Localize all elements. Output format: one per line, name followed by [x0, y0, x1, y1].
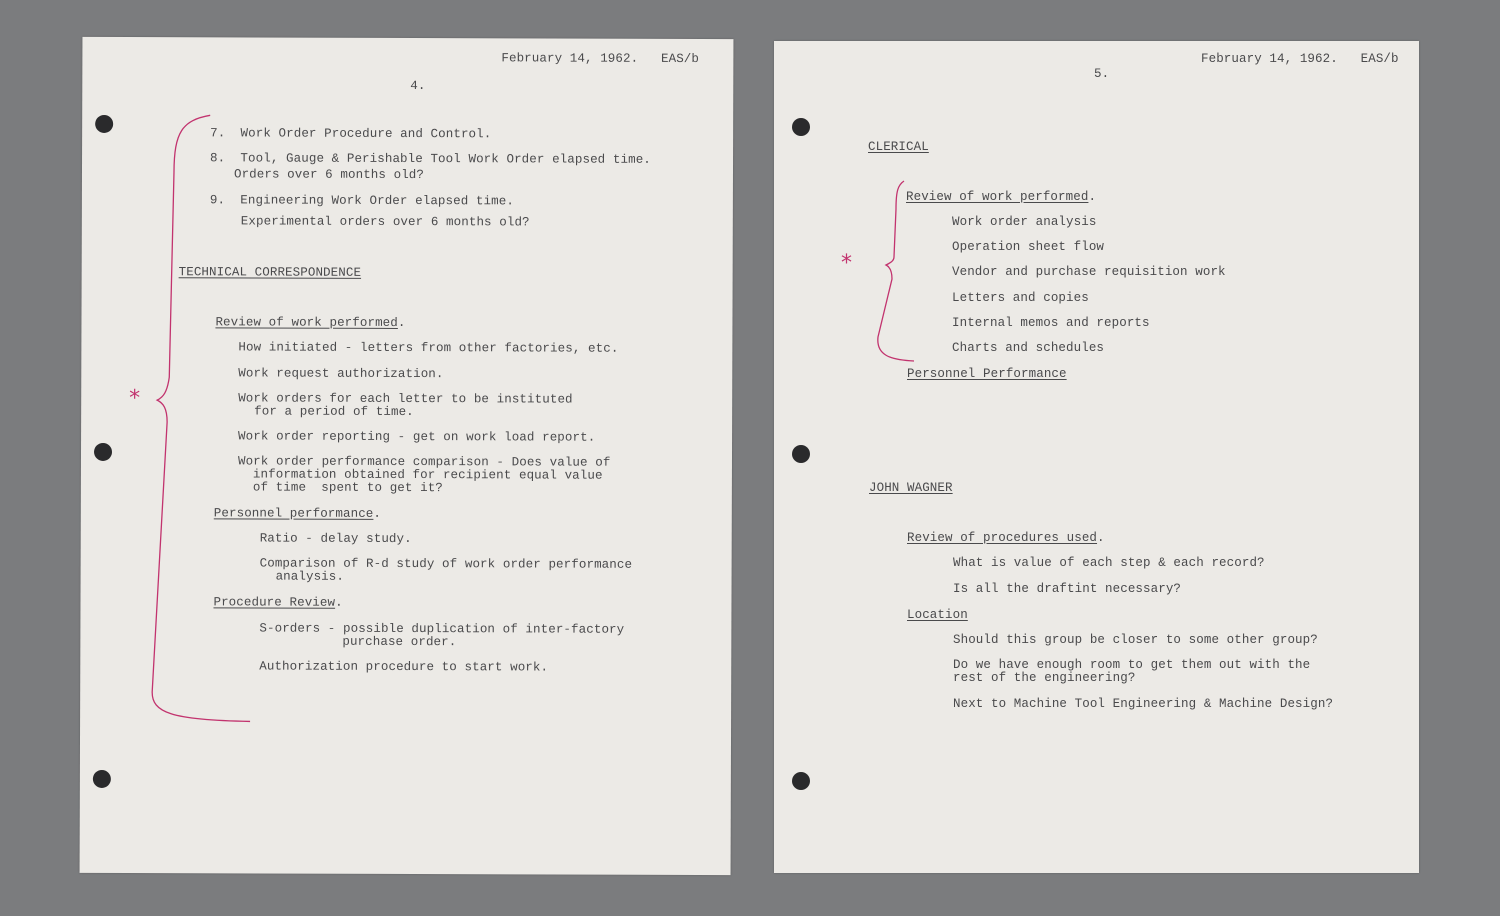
page-header-date: February 14, 1962. EAS/b	[501, 51, 700, 67]
text-line: Next to Machine Tool Engineering & Machine Design?	[953, 697, 1334, 711]
text-line: Is all the draftint necessary?	[953, 582, 1182, 596]
punch-hole	[93, 770, 111, 788]
text-line: of time spent to get it?	[252, 480, 443, 496]
section-title: CLERICAL	[868, 140, 929, 154]
document-page-left	[80, 37, 734, 875]
subsection-heading: Review of procedures used.	[907, 531, 1105, 545]
text-line: Charts and schedules	[952, 341, 1105, 355]
text-line: Work order reporting - get on work load report.	[238, 429, 596, 445]
list-item: 7. Work Order Procedure and Control.	[210, 126, 492, 142]
punch-hole	[792, 118, 810, 136]
subsection-heading: Personnel Performance	[907, 367, 1067, 381]
text-line: Authorization procedure to start work.	[259, 659, 549, 675]
subsection-heading: Review of work performed.	[215, 315, 406, 330]
text-line: Ratio - delay study.	[259, 531, 412, 547]
text-line: analysis.	[275, 569, 345, 584]
text-line: Internal memos and reports	[952, 316, 1150, 330]
text-line: information obtained for recipient equal value	[252, 467, 603, 483]
asterisk-annotation: *	[129, 386, 141, 412]
subsection-heading: Personnel performance.	[213, 506, 382, 521]
section-title: JOHN WAGNER	[869, 481, 953, 495]
section-title: TECHNICAL CORRESPONDENCE	[178, 265, 362, 280]
subsection-heading: Procedure Review.	[213, 595, 343, 610]
page-number: 4.	[410, 79, 426, 94]
text-line: Work order analysis	[952, 215, 1097, 229]
page-number: 5.	[1094, 67, 1110, 81]
list-item: Orders over 6 months old?	[233, 167, 425, 183]
text-line: Operation sheet flow	[952, 240, 1105, 254]
subsection-heading: Review of work performed.	[906, 190, 1097, 204]
handwritten-brace	[874, 179, 934, 364]
list-item: Experimental orders over 6 months old?	[240, 214, 530, 230]
text-line: rest of the engineering?	[953, 671, 1136, 685]
text-line: How initiated - letters from other factories, etc.	[238, 340, 619, 356]
text-line: purchase order.	[342, 634, 457, 650]
text-line: Work order performance comparison - Does value of	[237, 454, 611, 470]
text-line: for a period of time.	[254, 404, 414, 420]
text-line: Vendor and purchase requisition work	[952, 265, 1226, 279]
punch-hole	[792, 445, 810, 463]
text-line: S-orders - possible duplication of inter-factory	[259, 621, 625, 637]
document-page-right	[774, 41, 1419, 873]
text-line: Do we have enough room to get them out with the	[953, 658, 1311, 672]
text-line: Should this group be closer to some other group?	[953, 633, 1318, 647]
page-header-date: February 14, 1962. EAS/b	[1201, 52, 1399, 66]
text-line: Work orders for each letter to be instituted	[238, 391, 573, 407]
asterisk-annotation: *	[841, 251, 852, 276]
punch-hole	[94, 443, 112, 461]
text-line: What is value of each step & each record?	[953, 556, 1265, 570]
punch-hole	[95, 115, 113, 133]
list-item: 8. Tool, Gauge & Perishable Tool Work Order elapsed time.	[210, 151, 651, 167]
handwritten-brace	[140, 112, 262, 727]
punch-hole	[792, 772, 810, 790]
text-line: Work request authorization.	[238, 366, 444, 382]
subsection-heading: Location	[907, 608, 968, 622]
list-item: 9. Engineering Work Order elapsed time.	[209, 193, 514, 209]
text-line: Comparison of R-d study of work order performance	[259, 556, 633, 572]
text-line: Letters and copies	[952, 291, 1089, 305]
